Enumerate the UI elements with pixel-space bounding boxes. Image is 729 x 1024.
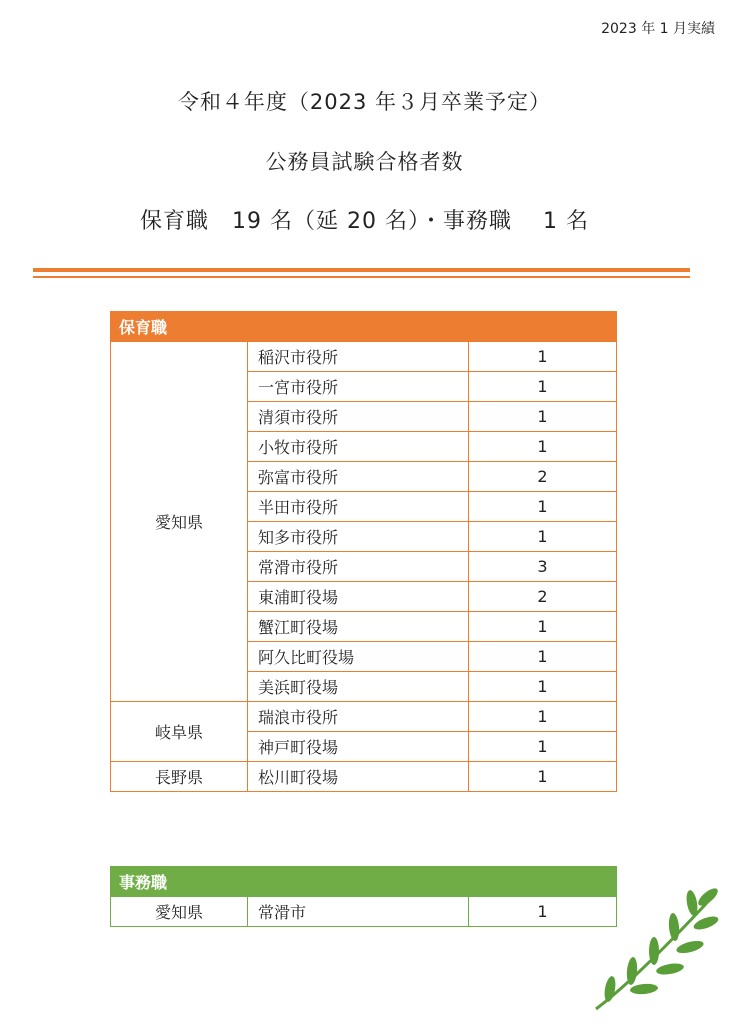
- count-cell: 1: [469, 732, 617, 762]
- divider-thick: [33, 268, 690, 272]
- count-cell: 1: [469, 372, 617, 402]
- count-cell: 1: [469, 672, 617, 702]
- count-cell: 1: [469, 402, 617, 432]
- office-cell: 瑞浪市役所: [248, 702, 469, 732]
- office-cell: 一宮市役所: [248, 372, 469, 402]
- office-cell: 知多市役所: [248, 522, 469, 552]
- prefecture-cell: 愛知県: [111, 342, 248, 702]
- count-cell: 2: [469, 462, 617, 492]
- count-cell: 1: [469, 492, 617, 522]
- count-cell: 1: [469, 342, 617, 372]
- prefecture-cell: 岐阜県: [111, 702, 248, 762]
- office-cell: 半田市役所: [248, 492, 469, 522]
- prefecture-cell: 愛知県: [111, 897, 248, 927]
- count-cell: 1: [469, 897, 617, 927]
- office-cell: 阿久比町役場: [248, 642, 469, 672]
- office-cell: 稲沢市役所: [248, 342, 469, 372]
- office-cell: 小牧市役所: [248, 432, 469, 462]
- count-cell: 3: [469, 552, 617, 582]
- office-cell: 美浜町役場: [248, 672, 469, 702]
- count-cell: 1: [469, 612, 617, 642]
- count-cell: 1: [469, 522, 617, 552]
- office-cell: 蟹江町役場: [248, 612, 469, 642]
- office-cell: 松川町役場: [248, 762, 469, 792]
- count-cell: 1: [469, 642, 617, 672]
- office-cell: 常滑市役所: [248, 552, 469, 582]
- office-cell: 東浦町役場: [248, 582, 469, 612]
- jimu-table: [110, 866, 617, 927]
- hoiku-table-header: [111, 312, 617, 342]
- office-cell: 弥富市役所: [248, 462, 469, 492]
- office-cell: 常滑市: [248, 897, 469, 927]
- table-row: [111, 897, 617, 927]
- count-cell: 1: [469, 702, 617, 732]
- divider-thin: [33, 276, 690, 278]
- hoiku-table: [110, 311, 617, 792]
- leaf-branch-icon: [588, 885, 724, 1017]
- page-subtitle: 公務員試験合格者数: [265, 150, 464, 174]
- office-cell: 神戸町役場: [248, 732, 469, 762]
- table-row: [111, 342, 617, 372]
- count-cell: 2: [469, 582, 617, 612]
- table-row: [111, 702, 617, 732]
- count-cell: 1: [469, 432, 617, 462]
- jimu-table-header: [111, 867, 617, 897]
- hoiku-heading: 保育職: [111, 312, 617, 342]
- prefecture-cell: 長野県: [111, 762, 248, 792]
- report-date: 2023 年 1 月実績: [601, 21, 715, 37]
- jimu-heading: 事務職: [111, 867, 617, 897]
- summary-line: 保育職 19 名（延 20 名）・事務職 1 名: [140, 209, 589, 234]
- table-row: [111, 762, 617, 792]
- page-title: 令和４年度（2023 年３月卒業予定）: [177, 90, 552, 114]
- count-cell: 1: [469, 762, 617, 792]
- office-cell: 清須市役所: [248, 402, 469, 432]
